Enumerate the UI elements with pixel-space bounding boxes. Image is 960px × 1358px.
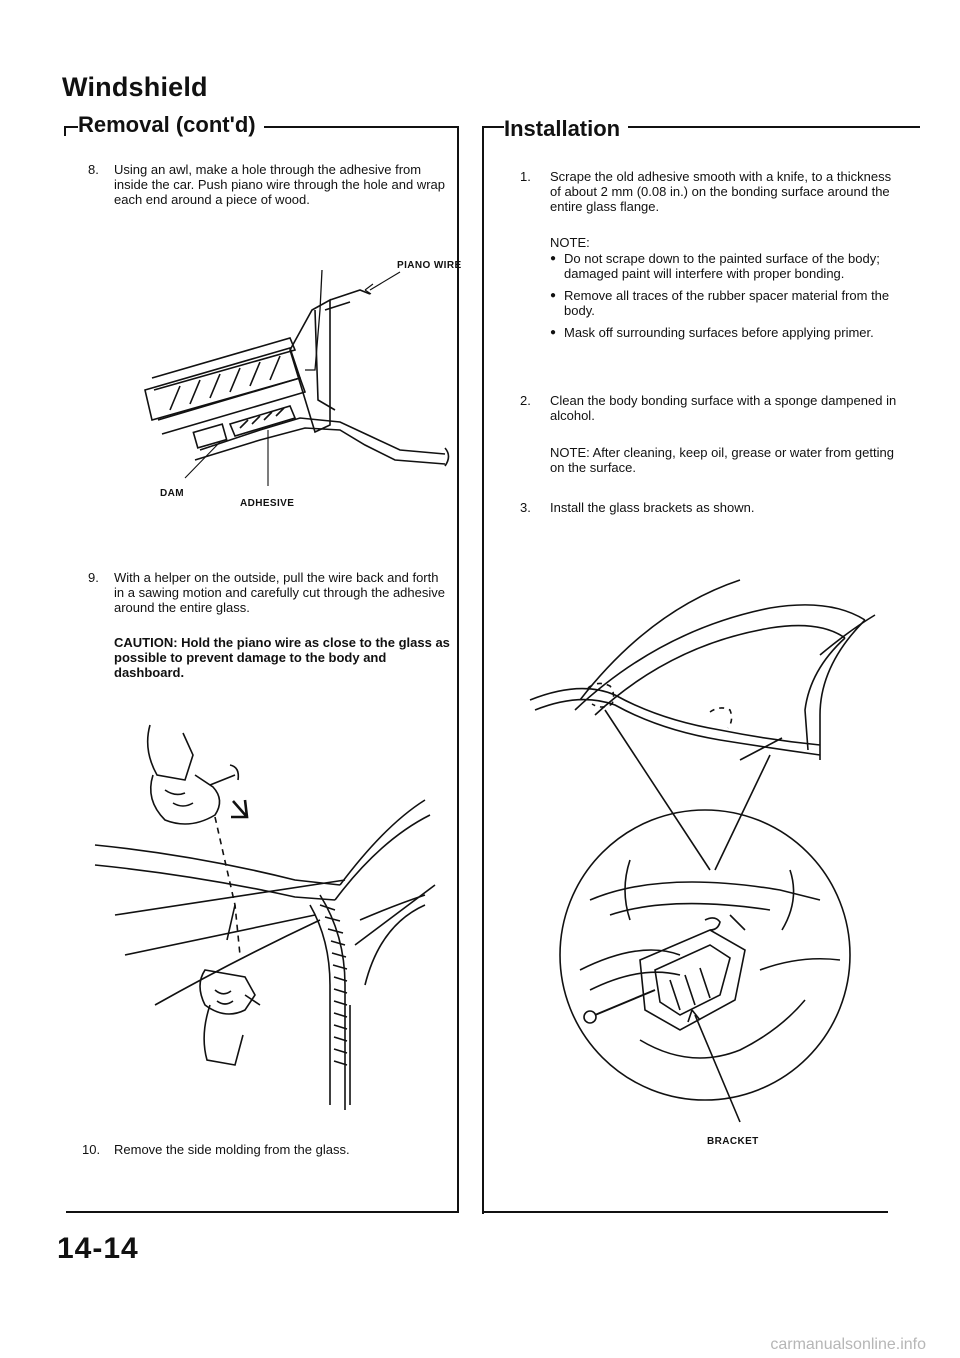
bracket-label: BRACKET (707, 1136, 759, 1147)
step-10-text: Remove the side molding from the glass. (114, 1142, 350, 1157)
footer-bar (0, 1334, 960, 1358)
step-3 (520, 500, 902, 515)
installation-section-title: Installation (504, 116, 628, 142)
step-8-number: 8. (88, 162, 99, 177)
step-2-text: Clean the body bonding surface with a sponge dampened in alcohol. (550, 393, 897, 423)
left-column-left-rule (64, 126, 66, 136)
note-1-item: ● Remove all traces of the rubber spacer material from the body. (550, 288, 902, 318)
step-9 (88, 570, 452, 615)
glass-bracket-figure (520, 570, 890, 1210)
step-10-number: 10. (82, 1142, 101, 1157)
step-1-text: Scrape the old adhesive smooth with a knife, to a thickness of about 2 mm (0.08 in.) on the bonding surface around the entire glass flange. (550, 169, 892, 214)
step-1-number: 1. (520, 169, 531, 184)
step-2 (520, 393, 902, 423)
removal-section-title: Removal (cont'd) (78, 112, 264, 138)
right-column-left-rule (482, 126, 484, 1214)
page-title: Windshield (62, 72, 208, 102)
step-10 (82, 1142, 452, 1157)
left-column-bottom-rule (66, 1211, 459, 1213)
note-1-label: NOTE: (550, 235, 590, 250)
page-number: 14-14 (57, 1232, 139, 1265)
note-1-item: ● Mask off surrounding surfaces before applying primer. (550, 325, 902, 340)
step-2-number: 2. (520, 393, 531, 408)
step-9-text: With a helper on the outside, pull the wire back and forth in a sawing motion and carefully cut through the adhesive around the entire glass. (114, 570, 445, 615)
dam-label: DAM (160, 488, 184, 499)
caution-note: CAUTION: Hold the piano wire as close to the glass as possible to prevent damage to the body and dashboard. (114, 635, 450, 680)
step-1 (520, 169, 902, 214)
step-8-text: Using an awl, make a hole through the adhesive from inside the car. Push piano wire through the hole and wrap each end around a piece of wood. (114, 162, 445, 207)
step-8 (88, 162, 452, 207)
right-column-bottom-rule (482, 1211, 888, 1213)
step-9-number: 9. (88, 570, 99, 585)
piano-wire-label: PIANO WIRE (397, 260, 462, 271)
step-3-text: Install the glass brackets as shown. (550, 500, 755, 515)
piano-wire-cross-section-figure (140, 250, 460, 515)
step-3-number: 3. (520, 500, 531, 515)
note-1-list (550, 251, 902, 347)
wire-cutting-figure (95, 705, 455, 1115)
note-2: NOTE: After cleaning, keep oil, grease or water from getting on the surface. (550, 445, 894, 475)
footer-url: carmanualsonline.info (770, 1336, 926, 1353)
note-1-item: ● Do not scrape down to the painted surface of the body; damaged paint will interfere with proper bonding. (550, 251, 902, 281)
adhesive-label: ADHESIVE (240, 498, 295, 509)
